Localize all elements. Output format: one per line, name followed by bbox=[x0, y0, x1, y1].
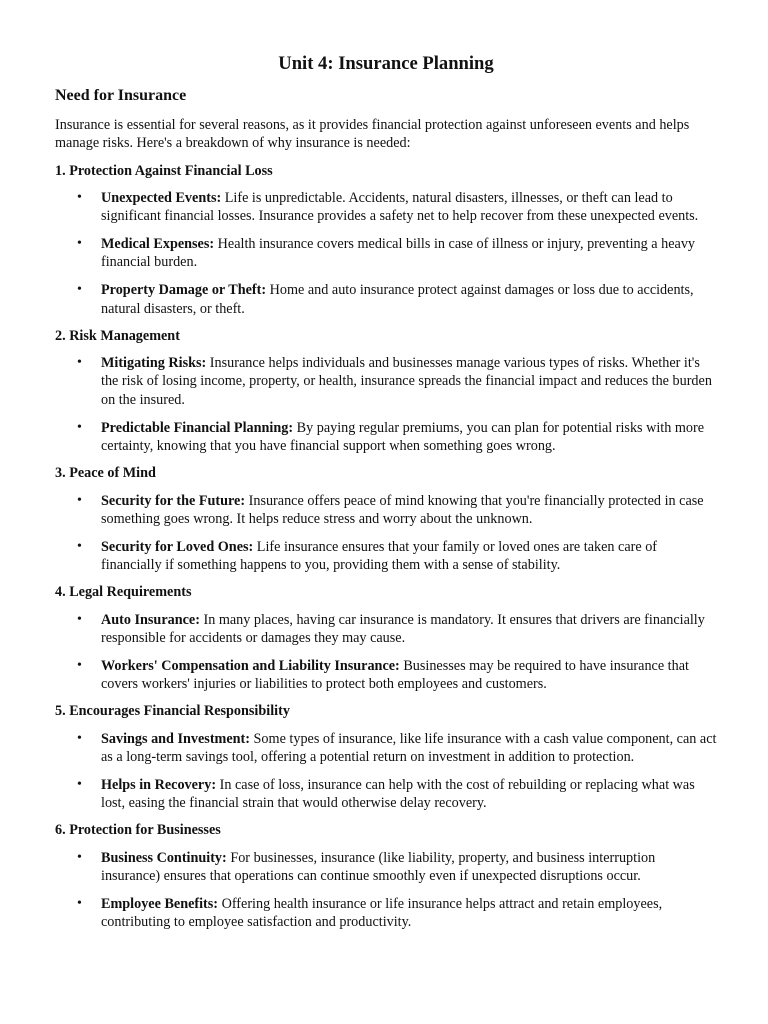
list-item bbox=[55, 611, 717, 648]
list-item-text: For businesses, insurance (like liability, property, and business interruption insurance) ensures that operations can continue smoothly even if unexpected disruptions occur. bbox=[101, 849, 656, 885]
list-item-term: Helps in Recovery: bbox=[101, 776, 217, 793]
bullet-list bbox=[55, 354, 717, 455]
bullet-icon: • bbox=[77, 189, 82, 205]
document-page bbox=[55, 52, 717, 932]
list-item-term: Security for the Future: bbox=[101, 492, 246, 509]
bullet-icon: • bbox=[77, 236, 82, 252]
list-item-term: Predictable Financial Planning: bbox=[101, 419, 294, 436]
subsection-heading: 4. Legal Requirements bbox=[55, 584, 192, 601]
list-item-text: Life insurance ensures that your family or loved ones are taken care of financially if something happens to you, providing them with a sense of stability. bbox=[101, 538, 658, 574]
section-2 bbox=[55, 327, 717, 455]
list-item bbox=[55, 419, 717, 456]
list-item-text: Health insurance covers medical bills in case of illness or injury, preventing a heavy financial burden. bbox=[101, 236, 696, 271]
list-item-text: In many places, having car insurance is mandatory. It ensures that drivers are financially responsible for accidents or damages they may cause. bbox=[101, 611, 705, 646]
bullet-icon: • bbox=[77, 538, 82, 554]
bullet-icon: • bbox=[77, 355, 82, 371]
list-item-term: Auto Insurance: bbox=[101, 611, 200, 628]
list-item-term: Property Damage or Theft: bbox=[101, 282, 267, 299]
list-item-text: Businesses may be required to have insurance that covers workers' injuries or liabilities to protect both employees and customers. bbox=[101, 657, 689, 693]
list-item-text: Life is unpredictable. Accidents, natural disasters, illnesses, or theft can lead to significant financial losses. Insurance provides a safety net to help recover from these unexpected events. bbox=[101, 189, 699, 225]
bullet-icon: • bbox=[77, 895, 82, 911]
list-item-term: Security for Loved Ones: bbox=[101, 538, 254, 555]
subsection-heading: 2. Risk Management bbox=[55, 327, 180, 344]
bullet-list bbox=[55, 730, 717, 813]
list-item bbox=[55, 776, 717, 813]
list-item-text: Home and auto insurance protect against damages or loss due to accidents, natural disasters, or theft. bbox=[101, 282, 694, 317]
list-item-term: Medical Expenses: bbox=[101, 236, 215, 253]
bullet-icon: • bbox=[77, 611, 82, 627]
subsection-heading: 1. Protection Against Financial Loss bbox=[55, 162, 273, 179]
subsection-heading: 5. Encourages Financial Responsibility bbox=[55, 703, 290, 720]
bullet-icon: • bbox=[77, 492, 82, 508]
list-item-text: Some types of insurance, like life insurance with a cash value component, can act as a long-term savings tool, offering a potential return on investment in addition to protection. bbox=[101, 730, 717, 765]
intro-paragraph: Insurance is essential for several reasons, as it provides financial protection against unforeseen events and helps manage risks. Here's a breakdown of why insurance is needed: bbox=[55, 117, 690, 152]
list-item-text: Offering health insurance or life insurance helps attract and retain employees, contributing to employee satisfaction and productivity. bbox=[101, 895, 663, 931]
section-1 bbox=[55, 162, 717, 318]
list-item bbox=[55, 492, 717, 529]
section-4 bbox=[55, 583, 717, 693]
section-5 bbox=[55, 702, 717, 812]
list-item bbox=[55, 895, 717, 932]
bullet-icon: • bbox=[77, 730, 82, 746]
bullet-icon: • bbox=[77, 419, 82, 435]
list-item bbox=[55, 849, 717, 886]
bullet-list bbox=[55, 492, 717, 575]
section-3 bbox=[55, 464, 717, 574]
list-item bbox=[55, 538, 717, 575]
bullet-list bbox=[55, 611, 717, 694]
list-item-text: By paying regular premiums, you can plan for potential risks with more certainty, knowing that you have financial support when something goes wrong. bbox=[101, 419, 705, 454]
bullet-icon: • bbox=[77, 282, 82, 298]
list-item-term: Unexpected Events: bbox=[101, 189, 222, 206]
list-item-term: Workers' Compensation and Liability Insurance: bbox=[101, 657, 400, 674]
list-item-term: Business Continuity: bbox=[101, 849, 227, 866]
list-item bbox=[55, 657, 717, 694]
list-item bbox=[55, 354, 717, 409]
bullet-list bbox=[55, 189, 717, 318]
list-item-text: Insurance offers peace of mind knowing that you're financially protected in case something goes wrong. It helps reduce stress and worry about the unknown. bbox=[101, 492, 704, 527]
list-item-term: Savings and Investment: bbox=[101, 730, 250, 747]
list-item bbox=[55, 235, 717, 272]
sections-container bbox=[55, 162, 717, 932]
list-item bbox=[55, 281, 717, 318]
section-6 bbox=[55, 821, 717, 931]
bullet-icon: • bbox=[77, 776, 82, 792]
list-item-term: Mitigating Risks: bbox=[101, 355, 207, 372]
subsection-heading: 6. Protection for Businesses bbox=[55, 822, 221, 839]
page-title: Unit 4: Insurance Planning bbox=[278, 53, 494, 74]
list-item-text: Insurance helps individuals and businesses manage various types of risks. Whether it's the risk of losing income, property, or health, insurance spreads the financial impact and reduces the burden on the insured. bbox=[101, 355, 712, 408]
bullet-icon: • bbox=[77, 657, 82, 673]
list-item bbox=[55, 730, 717, 767]
list-item-term: Employee Benefits: bbox=[101, 895, 219, 912]
bullet-list bbox=[55, 849, 717, 932]
subsection-heading: 3. Peace of Mind bbox=[55, 465, 156, 482]
list-item bbox=[55, 189, 717, 226]
bullet-icon: • bbox=[77, 849, 82, 865]
list-item-text: In case of loss, insurance can help with the cost of rebuilding or replacing what was lost, easing the financial strain that would otherwise delay recovery. bbox=[101, 776, 695, 812]
section-heading: Need for Insurance bbox=[55, 87, 187, 104]
